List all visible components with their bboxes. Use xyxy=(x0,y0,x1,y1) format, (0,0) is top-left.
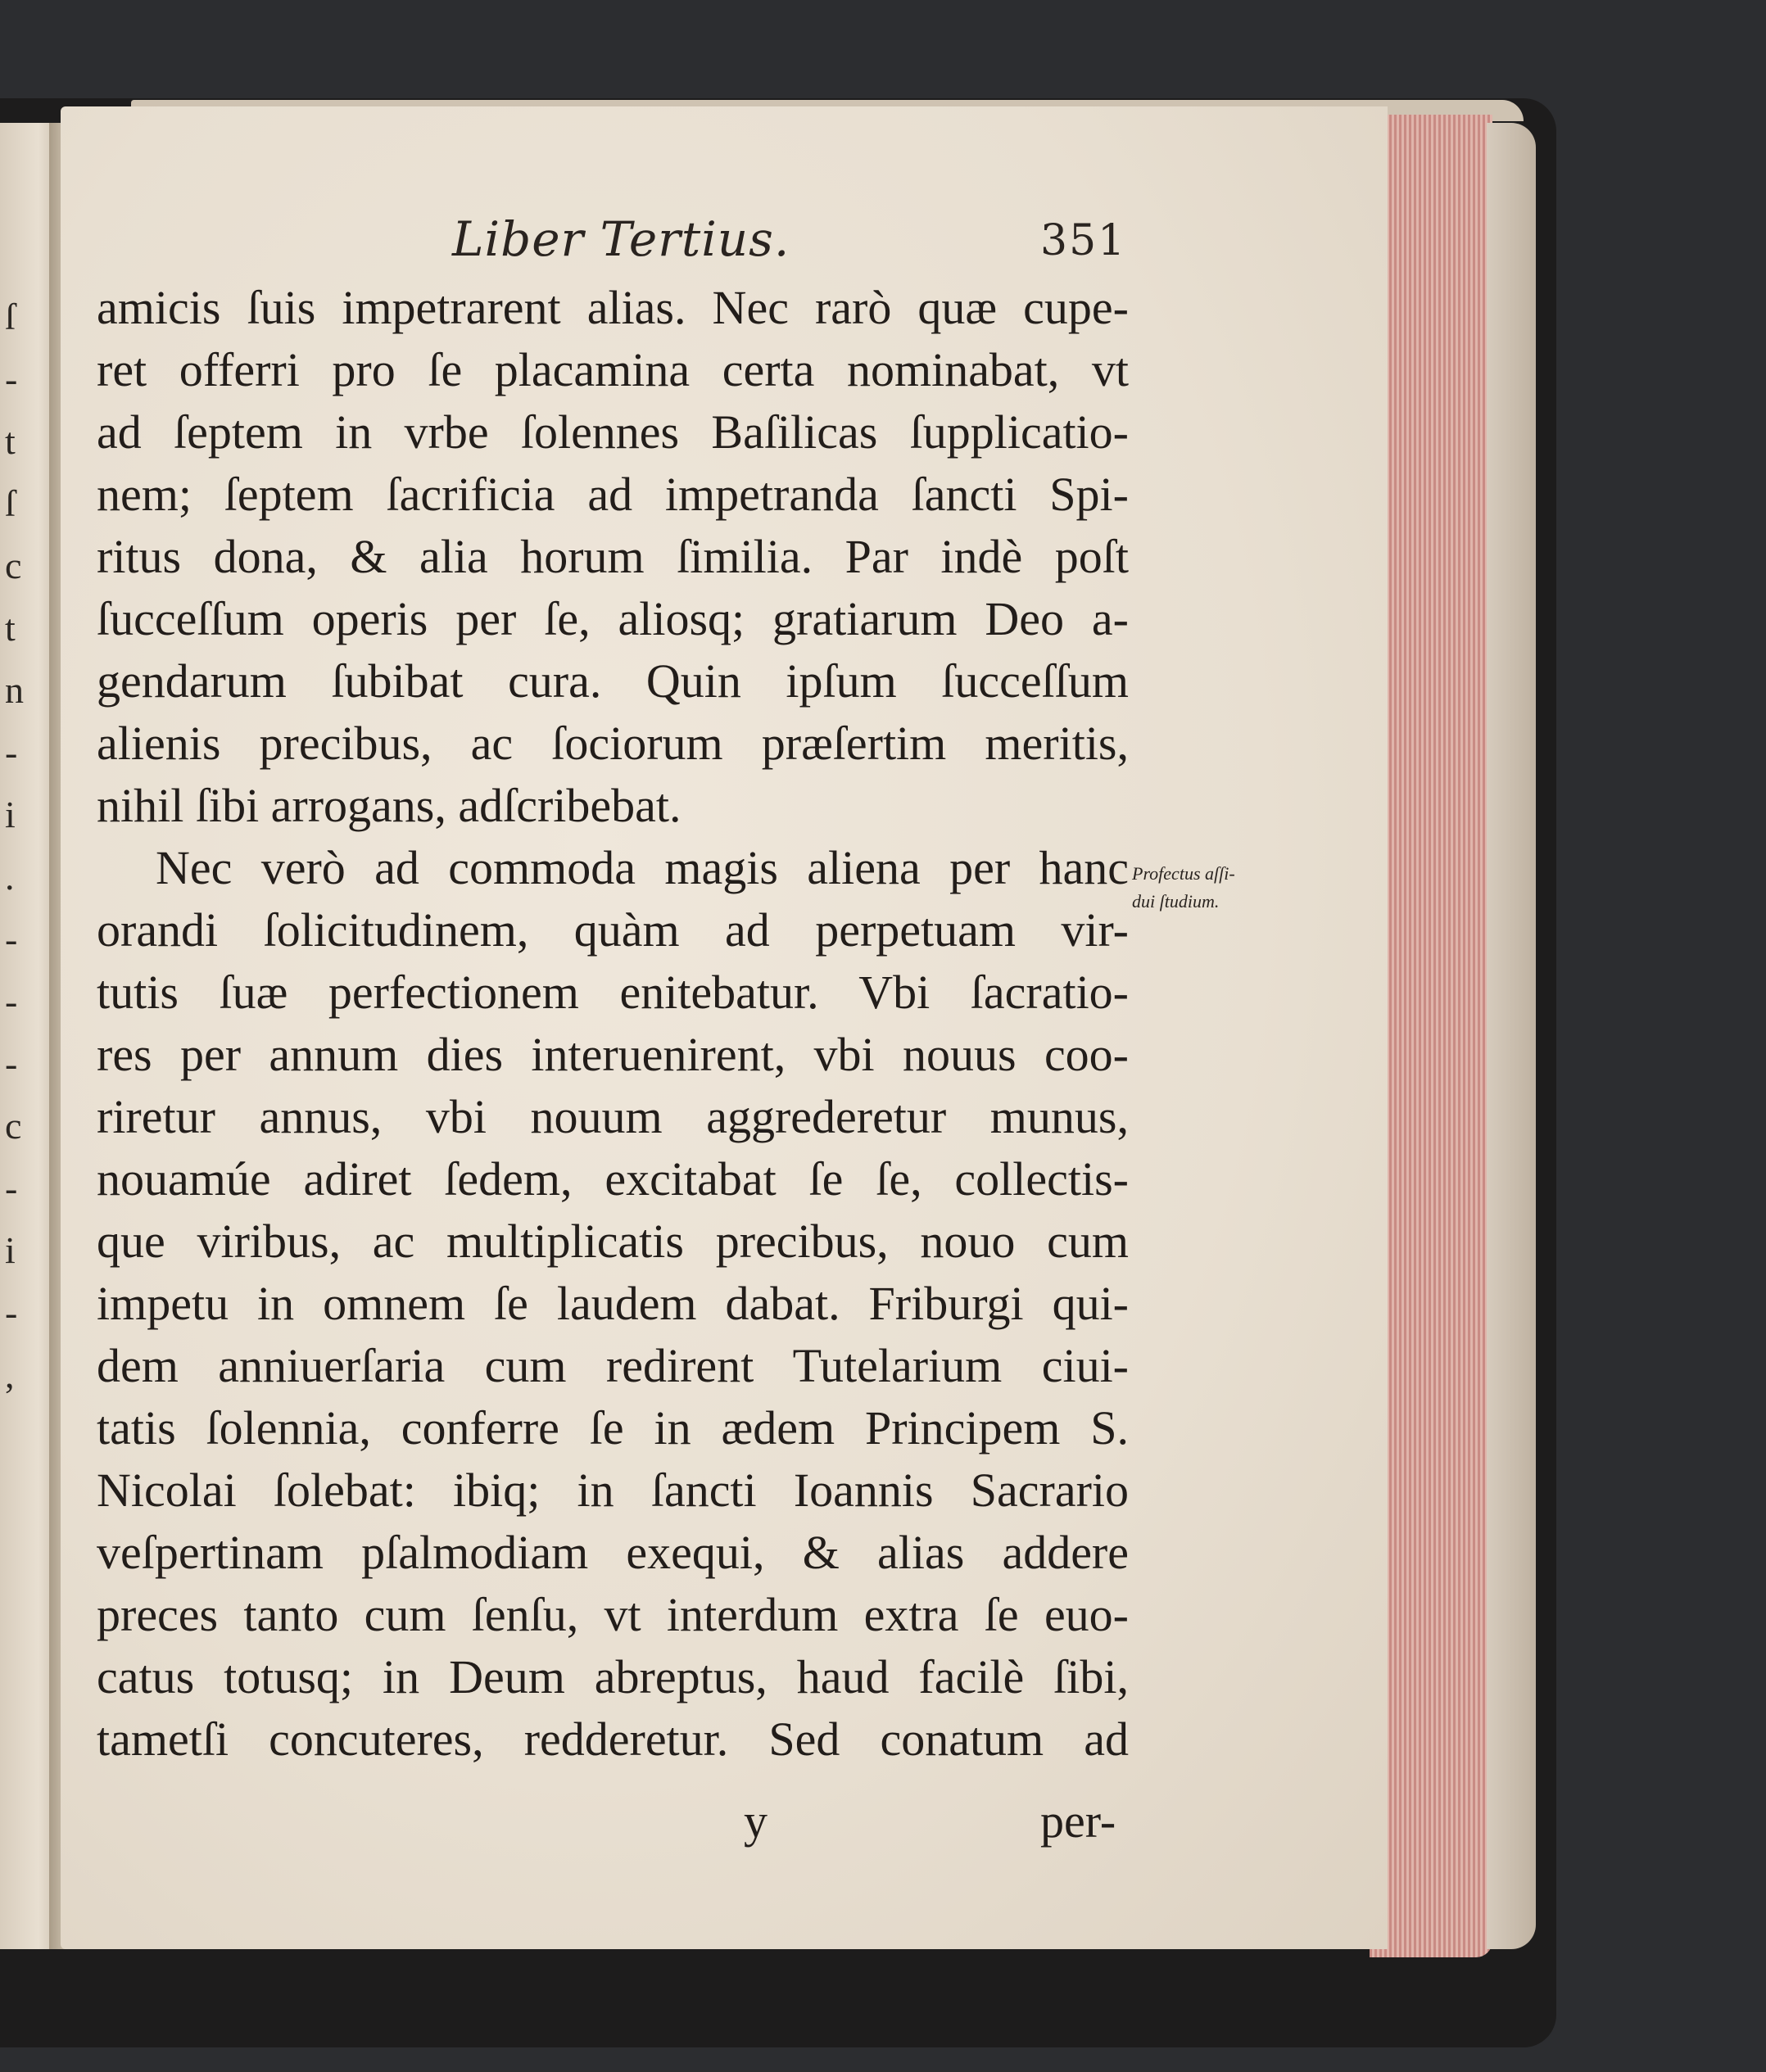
text-line: ſucceſſum operis per ſe, aliosq; gratiarum Deo a- xyxy=(97,592,1129,645)
margin-note-line: Profectus aſſi- xyxy=(1132,863,1235,884)
body-text xyxy=(97,277,1129,1771)
margin-note xyxy=(1132,860,1296,916)
text-line: nouamúe adiret ſedem, excitabat ſe ſe, collectis- xyxy=(97,1152,1129,1206)
page-header xyxy=(98,211,1130,269)
left-page-fragment: i xyxy=(5,1229,16,1271)
running-head: Liber Tertius. xyxy=(452,211,790,267)
left-page-fragment: ſ xyxy=(5,296,16,337)
text-line: ret offerri pro ſe placamina certa nominabat, vt xyxy=(97,343,1129,396)
text-line: impetu in omnem ſe laudem dabat. Friburgi qui- xyxy=(97,1277,1129,1330)
text-line: veſpertinam pſalmodiam exequi, & alias addere xyxy=(97,1526,1129,1579)
margin-note-line: dui ſtudium. xyxy=(1132,891,1220,912)
text-line: ritus dona, & alia horum ſimilia. Par indè poſt xyxy=(97,530,1129,583)
book-cover-edge xyxy=(1487,123,1536,1949)
left-page-fragment: - xyxy=(5,1292,18,1333)
text-line: que viribus, ac multiplicatis precibus, nouo cum xyxy=(97,1215,1129,1268)
page-fore-edge xyxy=(1370,115,1492,1957)
left-page-fragment: t xyxy=(5,607,16,649)
text-line: riretur annus, vbi nouum aggrederetur munus, xyxy=(97,1090,1129,1143)
left-page-fragment: . xyxy=(5,856,15,898)
catchword: per- xyxy=(1040,1794,1116,1848)
page-number: 351 xyxy=(1040,216,1127,265)
text-line: orandi ſolicitudinem, quàm ad perpetuam vir- xyxy=(97,903,1129,957)
left-page-fragment: - xyxy=(5,358,18,400)
text-line: tatis ſolennia, conferre ſe in ædem Principem S. xyxy=(97,1401,1129,1454)
left-page-fragment: i xyxy=(5,794,16,835)
left-page-fragment: - xyxy=(5,731,18,773)
text-line: nihil ſibi arrogans, adſcribebat. xyxy=(97,779,681,832)
text-line: ad ſeptem in vrbe ſolennes Baſilicas ſupplicatio- xyxy=(97,405,1129,459)
text-line: nem; ſeptem ſacrificia ad impetranda ſancti Spi- xyxy=(97,468,1129,521)
text-line: res per annum dies interuenirent, vbi nouus coo- xyxy=(97,1028,1129,1081)
left-page-fragment: t xyxy=(5,420,16,462)
text-line: dem anniuerſaria cum redirent Tutelarium ciui- xyxy=(97,1339,1129,1392)
left-page-fragment: n xyxy=(5,669,24,711)
text-line: tutis ſuæ perfectionem enitebatur. Vbi ſacratio- xyxy=(97,966,1129,1019)
signature-mark: y xyxy=(744,1794,768,1848)
left-page-fragment: ſ xyxy=(5,482,16,524)
text-line: preces tanto cum ſenſu, vt interdum extra ſe euo- xyxy=(97,1588,1129,1641)
left-page-fragment: - xyxy=(5,1043,18,1084)
left-page-fragment: - xyxy=(5,980,18,1022)
text-line: Nicolai ſolebat: ibiq; in ſancti Ioannis Sacrario xyxy=(97,1464,1129,1517)
text-line: amicis ſuis impetrarent alias. Nec rarò quæ cupe- xyxy=(97,281,1129,334)
left-page-fragment: - xyxy=(5,918,18,960)
left-page-fragment: c xyxy=(5,545,22,586)
text-line: catus totusq; in Deum abreptus, haud facilè ſibi, xyxy=(97,1650,1129,1703)
page-footer xyxy=(97,1794,1129,1851)
left-page-fragment: - xyxy=(5,1167,18,1209)
left-page-fragment: c xyxy=(5,1105,22,1147)
text-line: alienis precibus, ac ſociorum præſertim meritis, xyxy=(97,717,1129,770)
left-page-fragment: , xyxy=(5,1354,15,1396)
text-line: gendarum ſubibat cura. Quin ipſum ſucceſſum xyxy=(97,654,1129,708)
text-line: tametſi concuteres, redderetur. Sed conatum ad xyxy=(97,1712,1129,1766)
text-line: Nec verò ad commoda magis aliena per hanc xyxy=(156,841,1129,894)
